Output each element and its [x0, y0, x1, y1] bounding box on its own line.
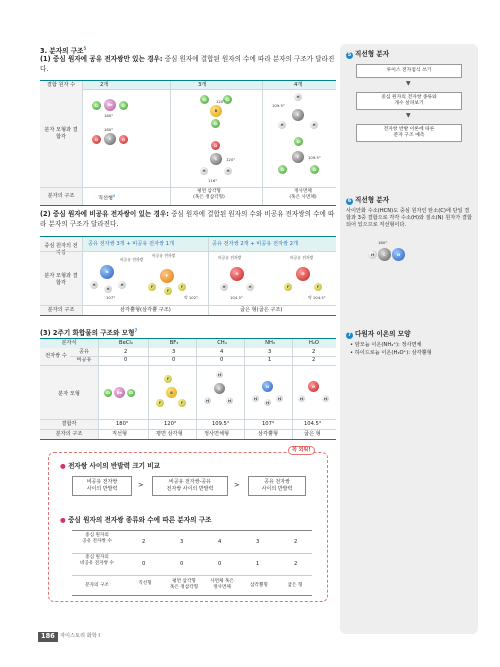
p2-row-structure: 분자의 구조 [47, 307, 75, 313]
atom-f-icon: F [164, 287, 172, 295]
atom-h-icon: H [90, 281, 98, 289]
check-shared-value: 4 [218, 539, 222, 545]
flow-step-2: 중심 원자의 전자쌍 종류와 개수 살펴보기 [356, 92, 462, 110]
check-title-2: ● 중심 원자의 전자쌍 종류와 수에 따른 분자의 구조 [60, 516, 212, 524]
p1-struct-linear: 직선형$^6$ [98, 194, 116, 202]
atom-o-icon: O [230, 267, 244, 281]
atom-cl-icon: Cl [223, 95, 232, 104]
gt-sign: > [138, 481, 144, 489]
check-lone-value: 1 [256, 561, 260, 567]
atom-o-icon: O [119, 135, 128, 144]
check-row-lone: 중심 원자의 비공유 전자쌍 수 [80, 555, 114, 566]
p3-head-h2o: H₂O [308, 340, 320, 346]
p3-shared-value: 2 [124, 349, 128, 355]
atom-be-icon: Be [104, 99, 116, 111]
atom-h-icon: H [200, 167, 208, 175]
atom-h-icon: H [277, 396, 281, 401]
part1-table [40, 80, 336, 206]
atom-h-icon: H [265, 400, 269, 405]
sidebar-note-7: 7 다원자 이온의 모양 [347, 330, 411, 338]
p3-head-nh3: NH₃ [265, 340, 275, 346]
check-struct-value: 굽은 형 [287, 583, 303, 588]
arrow-down-icon: ▼ [406, 80, 411, 87]
angle-label: 109.5° [308, 155, 321, 160]
p1-row-model: 분자 모형과 결합각 [44, 127, 78, 140]
repulsion-shared-shared: 공유 전자쌍 사이의 반발력 [248, 476, 306, 496]
p3-angle-value: 180° [116, 421, 129, 427]
p3-lone-value: 1 [268, 357, 272, 363]
p3-struct-value: 평면 삼각형 [156, 431, 183, 437]
atom-cl-icon: Cl [278, 165, 287, 174]
sidebar-note-6: 6 직선형 분자 [347, 196, 390, 204]
check-row-structure: 분자의 구조 [85, 583, 109, 588]
atom-f-icon: F [314, 283, 322, 291]
must-memorize-badge: 꼭 외워! [288, 446, 315, 455]
p3-shared-value: 4 [220, 349, 224, 355]
p3-head-becl2: BeCl₂ [119, 340, 133, 346]
arrow-down-icon: ▼ [406, 112, 411, 119]
atom-h-icon: H [310, 121, 318, 129]
p3-head-bf3: BF₃ [169, 340, 179, 346]
check-struct-value: 삼각뿔형 [250, 583, 268, 588]
p2-header-2: 공유 전자쌍 2개 + 비공유 전자쌍 2개 [212, 241, 298, 247]
atom-h-icon: H [224, 167, 232, 175]
angle-label: 180° [104, 127, 114, 132]
atom-o-icon: O [296, 267, 310, 281]
p3-shared-value: 2 [312, 349, 316, 355]
atom-n-icon: N [262, 381, 273, 392]
atom-h-icon: H [220, 283, 228, 291]
check-struct-value: 사면체 혹은 정사면체 [210, 579, 234, 590]
p3-struct-value: 굽은 형 [304, 431, 321, 437]
p2-row-pairs: 중심 원자의 전자쌍 [44, 243, 78, 256]
p3-lone-value: 0 [124, 357, 128, 363]
part3-title: (3) 2주기 화합물의 구조와 모형$^7$ [40, 328, 138, 338]
p3-struct-label: 분자의 구조 [55, 431, 83, 437]
atom-cl-icon: Cl [200, 95, 209, 104]
part1-title: (1) 중심 원자에 공유 전자쌍만 있는 경우: [40, 55, 163, 63]
angle-label: 107° [106, 295, 116, 300]
angle-label: 104.5° [230, 295, 243, 300]
p1-struct-trigonal: 평면 삼각형 (혹은 정삼각형) [193, 189, 225, 200]
p3-struct-value: 직선형 [112, 431, 128, 437]
sidebar-note-5: 5 직선형 분자 [347, 50, 390, 58]
section-title-text: 3. 분자의 구조 [40, 47, 84, 56]
atom-f-icon: F [156, 399, 164, 407]
atom-c-icon: C [210, 153, 222, 165]
check-table [72, 530, 312, 596]
check-struct-value: 평면 삼각형 혹은 정삼각형 [169, 579, 199, 590]
atom-h-icon: H [299, 396, 303, 401]
atom-cl-icon: Cl [127, 389, 135, 397]
check-lone-value: 0 [142, 561, 146, 567]
atom-h-icon: H [323, 396, 327, 401]
atom-b-icon: B [210, 105, 222, 117]
atom-c-icon: C [378, 248, 391, 261]
part3-table [40, 338, 336, 440]
atom-h-icon: H [118, 281, 126, 289]
atom-c-icon: C [104, 133, 116, 145]
p3-struct-value: 정사면체형 [204, 431, 230, 437]
sidebar-note-7-item-2: • 하이드로늄 이온(H₃O⁺): 삼각뿔형 [350, 350, 432, 356]
angle-label: 180° [378, 240, 388, 245]
p2-row-model: 분자 모형과 결합각 [44, 273, 78, 286]
page-number: 186 [38, 632, 58, 642]
atom-h-icon: H [278, 121, 286, 129]
atom-cl-icon: Cl [104, 389, 112, 397]
part2-paragraph [40, 210, 336, 229]
angle-label: 116° [208, 178, 218, 183]
p3-angle-label: 결합각 [61, 421, 77, 427]
p1-col-3: 3개 [198, 82, 207, 88]
p3-model-label: 분자 모형 [58, 391, 80, 397]
p1-col-2: 2개 [100, 82, 109, 88]
atom-b-icon: B [166, 387, 177, 398]
atom-n-icon: N [392, 248, 405, 261]
atom-n-icon: N [100, 265, 114, 279]
p2-struct-bent: 굽은 형(굽은 구조) [240, 307, 283, 313]
atom-f-icon: F [284, 283, 292, 291]
atom-cl-icon: Cl [119, 101, 128, 110]
flow-step-3: 전자쌍 반발 이론에 따른 분자 구조 예측 [356, 124, 462, 142]
sidebar-note-6-text: 사이안화 수소(HCN)도 중심 원자인 탄소(C)에 단일 결합과 3중 결합으로 각각 수소(H)와 질소(N) 원자가 결합되어 있으므로 직선형이다. [346, 208, 472, 228]
atom-cl-icon: Cl [294, 137, 303, 146]
flow-step-1: 루이스 전자점식 쓰기 [356, 64, 462, 78]
check-shared-value: 2 [142, 539, 146, 545]
lone-pair-label: 비공유 전자쌍 [290, 255, 314, 260]
sidebar-note-7-item-1: • 암모늄 이온(NH₄⁺): 정사면체 [350, 342, 422, 348]
book-title: 자이스토리 화학 I [60, 633, 100, 639]
check-lone-value: 2 [294, 561, 298, 567]
angle-label: 약 102° [184, 295, 199, 300]
p3-pair-label: 전자쌍 수 [45, 353, 67, 359]
angle-label: 109.5° [272, 103, 285, 108]
p1-col-4: 4개 [294, 82, 303, 88]
atom-f-icon: F [164, 375, 172, 383]
atom-h-icon: H [205, 398, 209, 403]
atom-o-icon: O [92, 135, 101, 144]
check-struct-value: 직선형 [138, 581, 152, 586]
atom-cl-icon: Cl [211, 119, 220, 128]
section-marker: 5 [83, 46, 87, 51]
atom-h-icon: H [368, 250, 377, 259]
p3-shared-value: 3 [268, 349, 272, 355]
atom-h-icon: H [217, 372, 221, 377]
lone-pair-label: 비공유 전자쌍 [218, 255, 242, 260]
p1-struct-tetrahedral: 정사면체 (혹은 사면체) [289, 189, 317, 200]
part1-paragraph [40, 55, 336, 74]
p3-struct-value: 삼각뿔형 [258, 431, 279, 437]
check-shared-value: 3 [256, 539, 260, 545]
p2-struct-pyramidal: 삼각뿔형(삼각뿔 구조) [120, 307, 171, 313]
check-shared-value: 2 [294, 539, 298, 545]
p1-col-header: 결합 원자 수 [46, 82, 76, 88]
p3-angle-value: 109.5° [212, 421, 230, 427]
p3-angle-value: 120° [164, 421, 177, 427]
p3-head-ch4: CH₄ [217, 340, 227, 346]
check-title-1: ● 전자쌍 사이의 반발력 크기 비교 [60, 462, 161, 470]
check-lone-value: 0 [180, 561, 184, 567]
atom-c-icon: C [292, 151, 304, 163]
atom-be-icon: Be [114, 387, 125, 398]
atom-h-icon: H [253, 396, 257, 401]
lone-pair-label: 비공유 전자쌍 [120, 257, 144, 262]
part2-table [40, 236, 336, 316]
atom-o-icon: O [211, 141, 220, 150]
lone-pair-label: 비공유 전자쌍 [152, 253, 176, 258]
atom-f-icon: F [148, 283, 156, 291]
p3-lone-value: 0 [172, 357, 176, 363]
check-lone-value: 0 [218, 561, 222, 567]
part1-text: 중심 원자에 결합된 원자의 수에 따라 분자의 구조가 달라진다. [40, 55, 335, 73]
repulsion-lone-shared: 비공유 전자쌍-공유 전자쌍 사이의 반발력 [152, 476, 228, 496]
atom-h-icon: H [104, 285, 112, 293]
gt-sign: > [234, 481, 240, 489]
atom-h-icon: H [246, 283, 254, 291]
part2-text: 중심 원자에 결합된 원자의 수와 비공유 전자쌍의 수에 따라 분자의 구조가 달라진다. [40, 210, 335, 228]
p3-lone-value: 0 [220, 357, 224, 363]
p3-angle-value: 107° [262, 421, 275, 427]
p3-lone-value: 2 [312, 357, 316, 363]
atom-f-icon: F [178, 399, 186, 407]
part2-title: (2) 중심 원자에 비공유 전자쌍이 있는 경우: [40, 210, 169, 218]
atom-p-icon: P [160, 269, 174, 283]
repulsion-lone-lone: 비공유 전자쌍 사이의 반발력 [72, 476, 132, 496]
atom-h-icon: H [294, 93, 302, 101]
p3-shared-label: 공유 [78, 349, 90, 355]
angle-label: 180° [104, 113, 114, 118]
angle-label: 120° [226, 157, 236, 162]
p3-lone-label: 비공유 [76, 357, 92, 363]
check-shared-value: 3 [180, 539, 184, 545]
angle-label: 120° [216, 99, 226, 104]
p3-shared-value: 3 [172, 349, 176, 355]
atom-cl-icon: Cl [92, 101, 101, 110]
p3-angle-value: 104.5° [304, 421, 322, 427]
p2-header-1: 공유 전자쌍 3개 + 비공유 전자쌍 1개 [88, 241, 174, 247]
p3-head-formula: 분자식 [61, 340, 77, 346]
atom-cl-icon: Cl [310, 165, 319, 174]
p1-row-structure: 분자의 구조 [47, 193, 75, 199]
atom-f-icon: F [178, 283, 186, 291]
atom-c-icon: C [214, 383, 225, 394]
atom-o-icon: O [308, 381, 319, 392]
atom-c-icon: C [292, 109, 304, 121]
atom-h-icon: H [227, 398, 231, 403]
check-row-shared: 중심 원자의 공유 전자쌍 수 [82, 533, 112, 544]
angle-label: 약 104.5° [308, 295, 326, 300]
